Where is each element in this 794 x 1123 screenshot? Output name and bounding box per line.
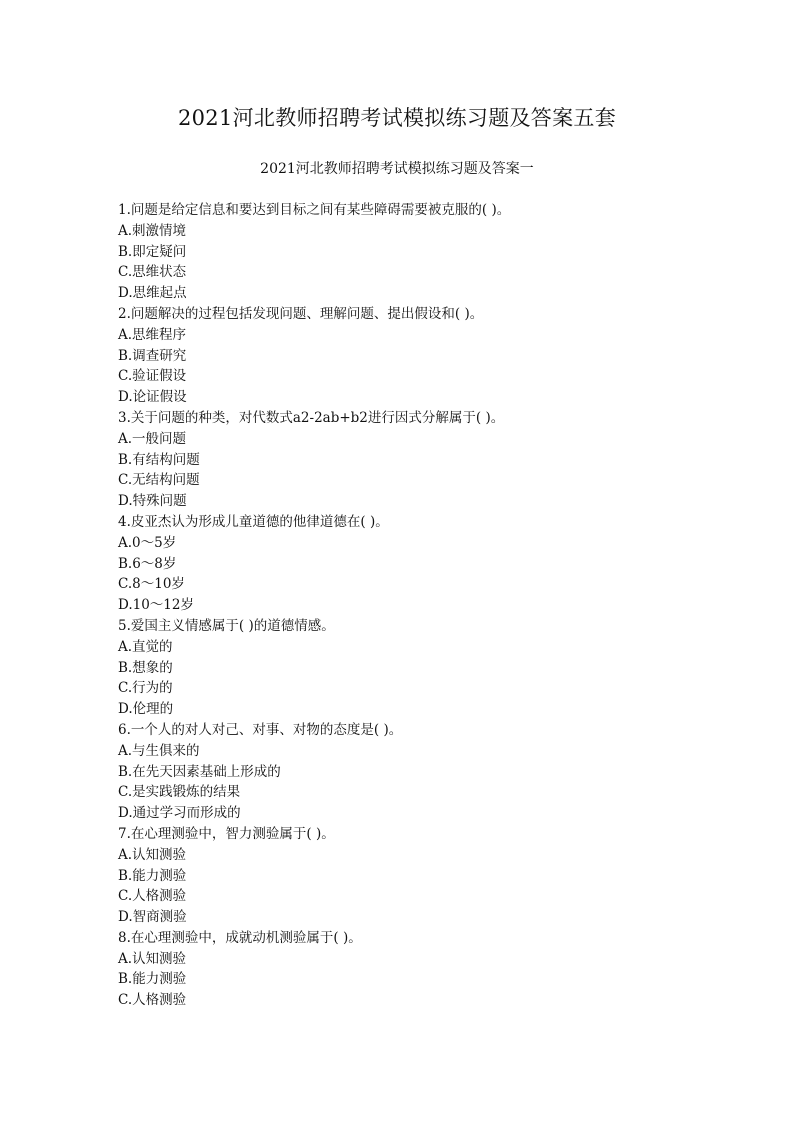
question-option: C.人格测验 — [118, 888, 187, 905]
question-stem: 6.一个人的对人对己、对事、对物的态度是( )。 — [118, 721, 403, 738]
question-option: D.伦理的 — [118, 701, 174, 718]
question-stem: 2.问题解决的过程包括发现问题、理解问题、提出假设和( )。 — [118, 305, 484, 322]
question-option: C.验证假设 — [118, 368, 187, 385]
question-option: C.是实践锻炼的结果 — [118, 784, 241, 801]
question-option: A.认知测验 — [118, 950, 187, 967]
question-option: B.有结构问题 — [118, 451, 200, 468]
question-option: B.调查研究 — [118, 347, 187, 364]
question-option: B.6～8岁 — [118, 555, 177, 572]
question-option: D.论证假设 — [118, 389, 187, 406]
question-option: C.8～10岁 — [118, 576, 185, 593]
question-option: D.思维起点 — [118, 285, 187, 302]
question-option: A.直觉的 — [118, 638, 173, 655]
question-option: B.能力测验 — [118, 971, 187, 988]
question-option: B.想象的 — [118, 659, 173, 676]
question-option: A.0～5岁 — [118, 534, 177, 551]
question-list — [118, 200, 718, 1011]
question-option: A.一般问题 — [118, 430, 187, 447]
question-option: D.特殊问题 — [118, 493, 187, 510]
question-option: B.即定疑问 — [118, 243, 187, 260]
question-option: C.思维状态 — [118, 264, 187, 281]
question-option: C.行为的 — [118, 680, 173, 697]
section-title: 2021河北教师招聘考试模拟练习题及答案一 — [260, 161, 534, 177]
question-option: A.刺激情境 — [118, 222, 187, 239]
question-option: A.与生俱来的 — [118, 742, 200, 759]
question-stem: 4.皮亚杰认为形成儿童道德的他律道德在( )。 — [118, 513, 389, 530]
question-stem: 3.关于问题的种类，对代数式a2-2ab+b2进行因式分解属于( )。 — [118, 409, 505, 426]
question-option: D.智商测验 — [118, 909, 187, 926]
question-stem: 8.在心理测验中，成就动机测验属于( )。 — [118, 929, 362, 946]
question-option: D.10～12岁 — [118, 597, 194, 614]
question-option: A.认知测验 — [118, 846, 187, 863]
question-stem: 5.爱国主义情感属于( )的道德情感。 — [118, 617, 335, 634]
document-title: 2021河北教师招聘考试模拟练习题及答案五套 — [177, 106, 617, 130]
question-option: B.能力测验 — [118, 867, 187, 884]
question-option: D.通过学习而形成的 — [118, 805, 241, 822]
question-option: A.思维程序 — [118, 326, 187, 343]
question-option: B.在先天因素基础上形成的 — [118, 763, 281, 780]
question-option: C.人格测验 — [118, 992, 187, 1009]
question-option: C.无结构问题 — [118, 472, 200, 489]
question-stem: 7.在心理测验中，智力测验属于( )。 — [118, 825, 335, 842]
question-stem: 1.问题是给定信息和要达到目标之间有某些障碍需要被克服的( )。 — [118, 202, 511, 218]
